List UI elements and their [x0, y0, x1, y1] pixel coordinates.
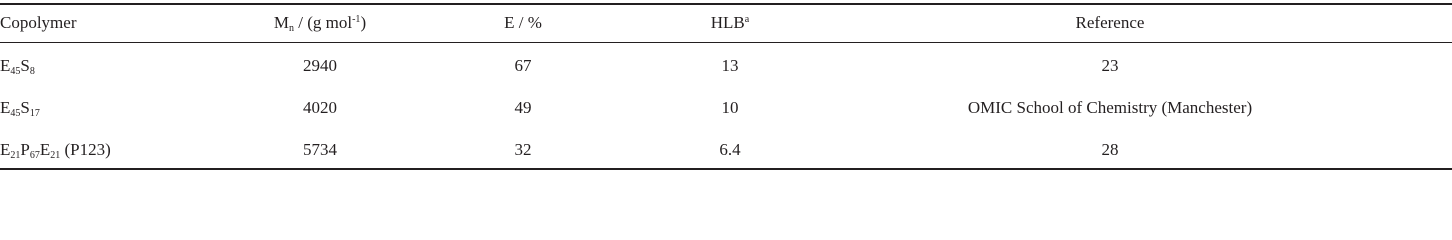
table-row [0, 51, 1452, 81]
formula-part: E [0, 140, 11, 159]
cell-e: 67 [514, 56, 532, 75]
cell-reference: 23 [1101, 56, 1119, 75]
table-row [0, 135, 1452, 165]
cell-copolymer [0, 135, 111, 165]
header-hlb-base: HLB [710, 13, 745, 32]
formula-subscript: 21 [10, 150, 21, 161]
formula-subscript: 17 [29, 108, 40, 119]
formula-subscript: 45 [10, 66, 21, 77]
header-mn-base: M [273, 13, 289, 32]
cell-e: 49 [514, 98, 532, 117]
formula-part: S [20, 56, 30, 75]
header-e: E / % [504, 13, 542, 32]
cell-hlb: 6.4 [719, 140, 741, 159]
header-copolymer: Copolymer [0, 13, 77, 32]
cell-mn: 2940 [303, 56, 337, 75]
header-hlb [630, 8, 830, 38]
header-reference: Reference [1075, 13, 1145, 32]
formula-part: E [0, 56, 11, 75]
header-hlb-footnote-mark: a [744, 14, 750, 25]
table-bottom-rule [0, 168, 1452, 170]
cell-reference: 28 [1101, 140, 1119, 159]
table-top-rule [0, 3, 1452, 5]
cell-copolymer [0, 93, 40, 123]
header-mn-sub: n [289, 23, 294, 34]
cell-reference: OMIC School of Chemistry (Manchester) [967, 98, 1253, 117]
formula-subscript: 67 [29, 150, 40, 161]
formula-part: E [0, 98, 11, 117]
formula-part: P [20, 140, 30, 159]
cell-copolymer [0, 51, 35, 81]
cell-e: 32 [514, 140, 532, 159]
formula-subscript: 21 [50, 150, 61, 161]
table-row [0, 93, 1452, 123]
formula-suffix: (P123) [60, 140, 111, 159]
formula-part: S [20, 98, 30, 117]
cell-mn: 5734 [303, 140, 337, 159]
header-mn-unit-open: / (g mol [294, 13, 353, 32]
header-mn-unit-close: ) [360, 13, 367, 32]
cell-hlb: 13 [721, 56, 739, 75]
cell-mn: 4020 [303, 98, 337, 117]
formula-part: E [39, 140, 51, 159]
table-header-row [0, 8, 1452, 38]
header-mn [220, 8, 420, 38]
header-mn-unit-sup: -1 [352, 14, 361, 25]
formula-subscript: 45 [10, 108, 21, 119]
cell-hlb: 10 [721, 98, 739, 117]
formula-subscript: 8 [29, 66, 35, 77]
table-header-rule [0, 42, 1452, 43]
